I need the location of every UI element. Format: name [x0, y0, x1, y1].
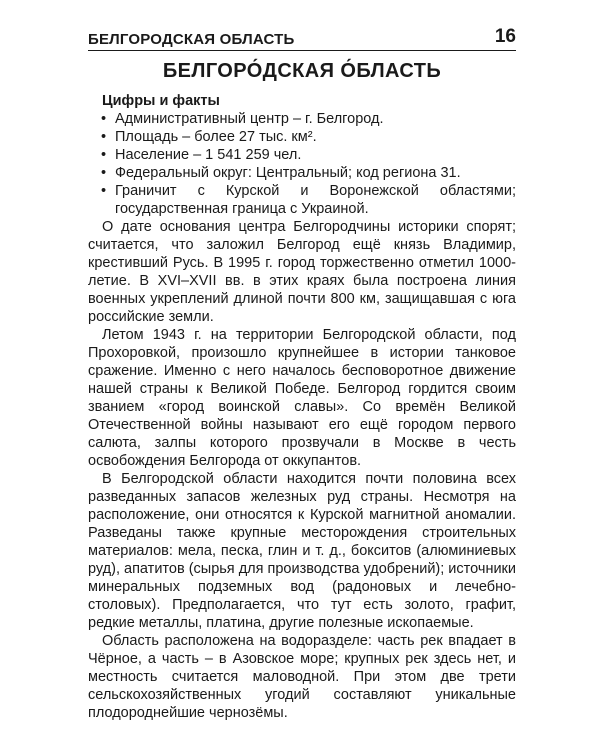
facts-list-item: [88, 110, 516, 128]
facts-heading: Цифры и факты: [102, 93, 220, 109]
facts-list-item: [88, 128, 516, 146]
fact-text: Федеральный округ: Центральный; код региона 31.: [115, 165, 461, 181]
facts-list-item: [88, 164, 516, 182]
paragraph-history: О дате основания центра Белгородчины историки спорят; считается, что заложил Белгород ещё князь Владимир, крестивший Русь. В 1995 г. город торжественно отметил 1000-летие. В XVI–XVII вв. в этих краях была построена линия военных укреплений длиной почти 800 км, защищавшая с юга российские земли.: [88, 219, 516, 325]
page-number: 16: [494, 26, 516, 47]
header-rule: [88, 50, 516, 51]
running-header: [88, 22, 516, 48]
fact-text: Площадь – более 27 тыс. км².: [115, 129, 317, 145]
bullet-icon: •: [101, 165, 107, 181]
bullet-icon: •: [101, 147, 107, 163]
paragraph-resources: В Белгородской области находится почти половина всех разведанных запасов железных руд страны. Несмотря на расположение, они относятся к Курской магнитной аномалии. Разведаны также крупные месторождения строительных материалов: мела, песка, глин и т. д., бокситов (алюминиевых руд), апатитов (сырья для производства удобрений); источники минеральных подземных вод (радоновых и лечебно-столовых). Предполагается, что тут есть золото, графит, редкие металлы, платина, другие полезные ископаемые.: [88, 471, 516, 631]
fact-text: Население – 1 541 259 чел.: [115, 147, 302, 163]
facts-list: [88, 110, 516, 218]
chapter-title: БЕЛГОРО́ДСКАЯ О́БЛАСТЬ: [162, 60, 442, 82]
facts-list-item: [88, 182, 516, 218]
facts-list-item: [88, 146, 516, 164]
page-body: [88, 92, 516, 722]
bullet-icon: •: [101, 129, 107, 145]
paragraph-battle: Летом 1943 г. на территории Белгородской области, под Прохоровкой, произошло крупнейшее в истории танковое сражение. Именно с него началось бесповоротное движение нашей страны к Великой Победе. Белгород гордится своим званием «город воинской славы». Со времён Великой Отечественной войны называют его ещё городом первого салюта, залпы которого прозвучали в Москве в честь освобождения Белгорода от оккупантов.: [88, 327, 516, 469]
bullet-icon: •: [101, 183, 107, 199]
paragraph-geography: Область расположена на водоразделе: часть рек впадает в Чёрное, а часть – в Азовское море; крупных рек здесь нет, и местность считается маловодной. При этом две трети сельскохозяйственных угодий составляют уникальные плодороднейшие чернозёмы.: [88, 633, 516, 721]
running-title: БЕЛГОРОДСКАЯ ОБЛАСТЬ: [88, 31, 295, 48]
fact-text: Административный центр – г. Белгород.: [115, 111, 384, 127]
fact-text: Граничит с Курской и Воронежской областями; государственная граница с Украиной.: [115, 183, 516, 217]
bullet-icon: •: [101, 111, 107, 127]
